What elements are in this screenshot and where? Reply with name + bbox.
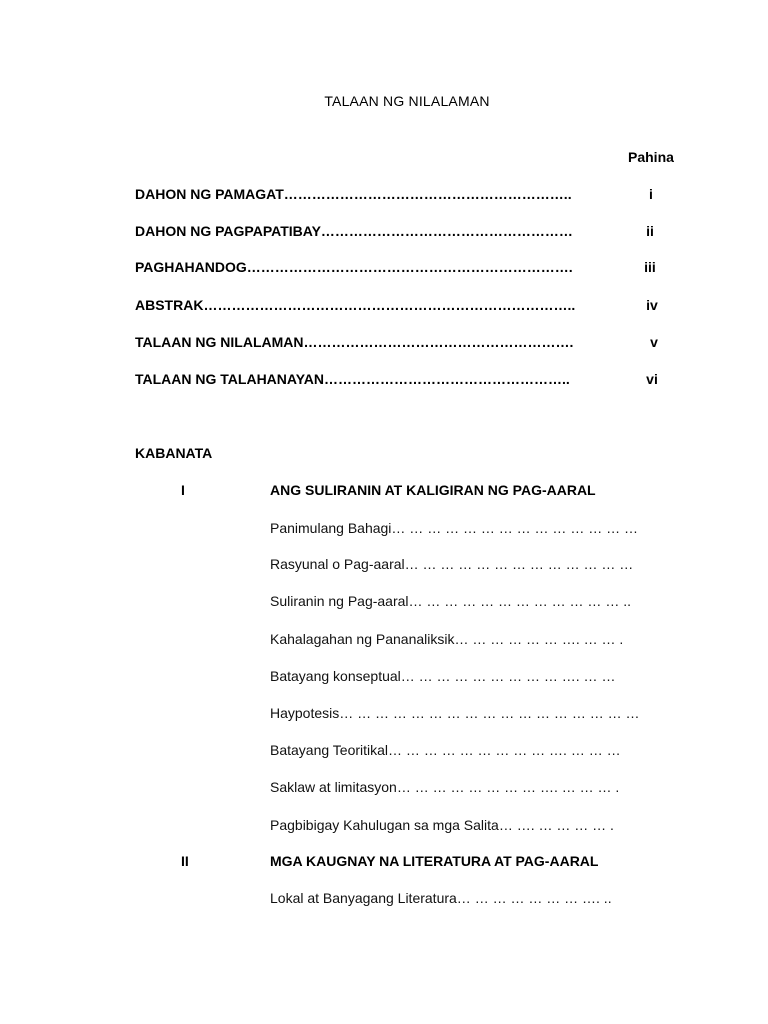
toc-entry-page: iii — [644, 259, 656, 275]
section-entry: Suliranin ng Pag-aaral… … … … … … … … … … … … .. — [270, 593, 631, 609]
toc-entry-page: iv — [646, 297, 658, 313]
chapter-title: MGA KAUGNAY NA LITERATURA AT PAG-AARAL — [270, 853, 599, 869]
section-entry: Haypotesis… … … … … … … … … … … … … … … … … — [270, 705, 640, 721]
toc-entry — [135, 186, 665, 206]
toc-entry — [135, 371, 665, 391]
section-entry: Lokal at Banyagang Literatura… … … … … … … …. .. — [270, 890, 612, 906]
section-entry: Rasyunal o Pag-aaral… … … … … … … … … … … … … — [270, 556, 634, 572]
page-column-header: Pahina — [628, 149, 674, 165]
toc-entry — [135, 259, 665, 279]
section-entry: Batayang Teoritikal… … … … … … … … … …. … … … — [270, 742, 621, 758]
chapter-number: II — [181, 853, 189, 869]
toc-entry — [135, 223, 665, 243]
toc-entry-label: PAGHAHANDOG……………………………………………………………. — [135, 259, 573, 275]
toc-entry-page: vi — [646, 371, 658, 387]
toc-entry-page: v — [650, 334, 658, 350]
toc-entry-label: DAHON NG PAMAGAT…………………………………………………….. — [135, 186, 572, 202]
toc-entry-page: i — [649, 186, 653, 202]
section-entry: Batayang konseptual… … … … … … … … … …. … … — [270, 668, 616, 684]
chapter-number: I — [181, 482, 185, 498]
section-entry: Saklaw at limitasyon… … … … … … … … …. … … … . — [270, 779, 620, 795]
toc-entry-label: TALAAN NG NILALAMAN…………………………………………………. — [135, 334, 574, 350]
chapter-title: ANG SULIRANIN AT KALIGIRAN NG PAG-AARAL — [270, 482, 596, 498]
document-title: TALAAN NG NILALAMAN — [324, 93, 490, 109]
toc-entry-page: ii — [646, 223, 654, 239]
toc-entry-label: DAHON NG PAGPAPATIBAY……………………………………………… — [135, 223, 573, 239]
toc-entry — [135, 334, 665, 354]
toc-entry-label: TALAAN NG TALAHANAYAN…………………………………………….. — [135, 371, 570, 387]
section-entry: Pagbibigay Kahulugan sa mga Salita… …. … … … … . — [270, 817, 614, 833]
section-entry: Panimulang Bahagi… … … … … … … … … … … … … … — [270, 520, 638, 536]
section-entry: Kahalagahan ng Pananaliksik… … … … … … …. … … . — [270, 631, 624, 647]
toc-entry-label: ABSTRAK…………………………………………………………………….. — [135, 297, 576, 313]
kabanata-heading: KABANATA — [135, 445, 213, 461]
toc-entry — [135, 297, 665, 317]
